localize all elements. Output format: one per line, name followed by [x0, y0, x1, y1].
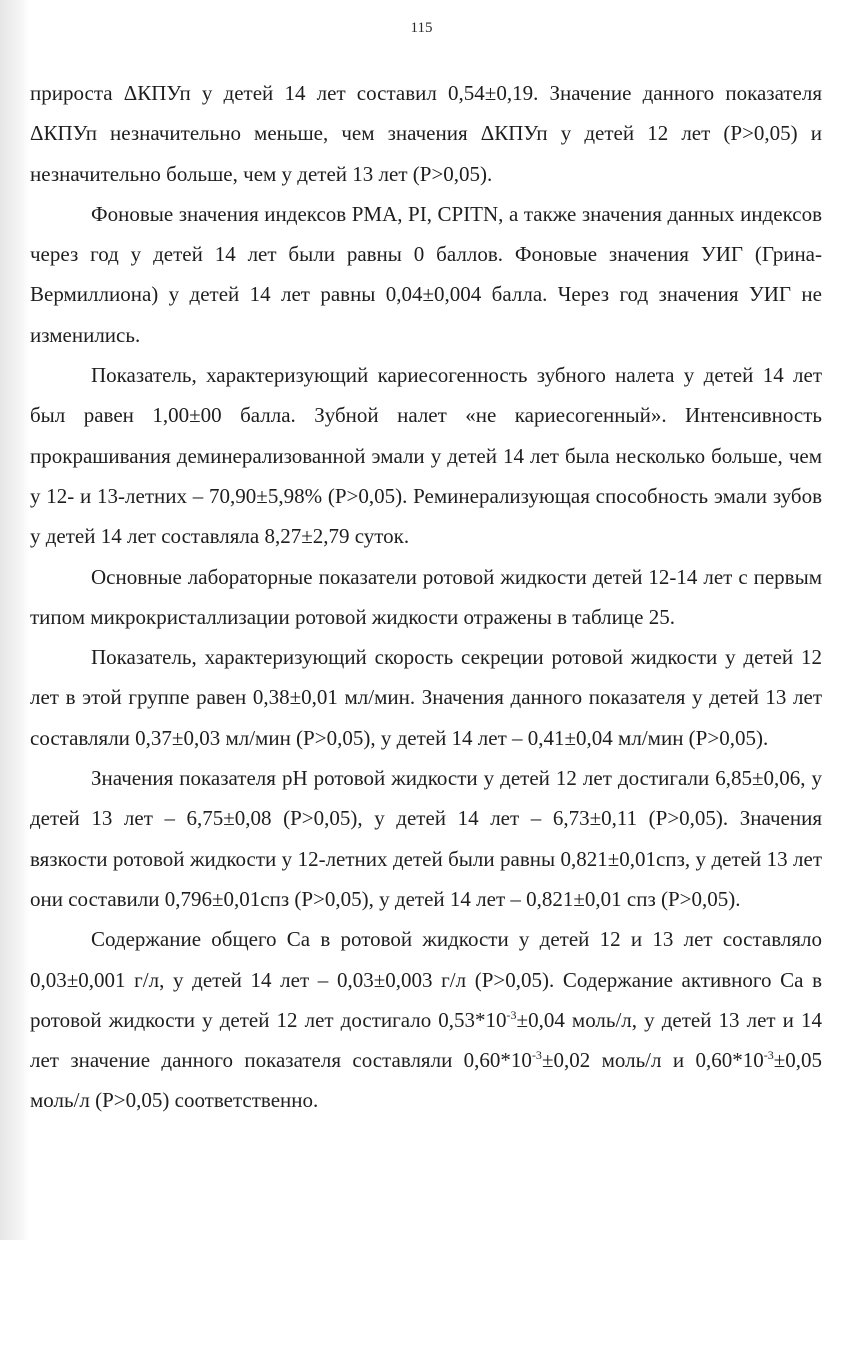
paragraph-5-text: Показатель, характеризующий скорость секреции ротовой жидкости у детей 12 лет в этой группе равен 0,38±0,01 мл/мин. Значения данного показателя у детей 13 лет составляли 0,37±0,03 мл/мин (Р>0,05), у детей 14 лет – 0,41±0,04 мл/мин (Р>0,05). [30, 645, 822, 750]
paragraph-7-text-d: ±0,05 моль/л (Р>0,05) соответственно. [30, 1048, 822, 1113]
page-number: 115 [410, 20, 433, 36]
paragraph-2 [30, 194, 822, 355]
paragraph-2-text: Фоновые значения индексов РМА, PI, CPITN, а также значения данных индексов через год у детей 14 лет были равны 0 баллов. Фоновые значения УИГ (Грина-Вермиллиона) у детей 14 лет равны 0,04±0,004 балла. Через год значения УИГ не изменились. [30, 201, 822, 347]
body-text [30, 73, 822, 1121]
exponent-superscript: -3 [506, 1007, 517, 1022]
paragraph-7 [30, 919, 822, 1120]
paragraph-3 [30, 355, 822, 556]
paragraph-4-text: Основные лабораторные показатели ротовой жидкости детей 12-14 лет с первым типом микрокристаллизации ротовой жидкости отражены в таблице 25. [30, 564, 822, 629]
paragraph-3-text: Показатель, характеризующий кариесогенность зубного налета у детей 14 лет был равен 1,00±00 балла. Зубной налет «не кариесогенный». Интенсивность прокрашивания деминерализованной эмали у детей 14 лет была несколько больше, чем у 12- и 13-летних – 70,90±5,98% (Р>0,05). Реминерализующая способность эмали зубов у детей 14 лет составляла 8,27±2,79 суток. [30, 363, 822, 549]
exponent-superscript: -3 [763, 1048, 774, 1063]
paragraph-7-text-c: ±0,02 моль/л и 0,60*10 [541, 1048, 764, 1073]
paragraph-7-text-b: ±0,04 моль/л, у детей 13 лет и 14 лет значение данного показателя составляли 0,60*10 [30, 1007, 822, 1073]
paragraph-6-text: Значения показателя pH ротовой жидкости у детей 12 лет достигали 6,85±0,06, у детей 13 лет – 6,75±0,08 (Р>0,05), у детей 14 лет – 6,73±0,11 (Р>0,05). Значения вязкости ротовой жидкости у 12-летних детей были равны 0,821±0,01спз, у детей 13 лет они составили 0,796±0,01спз (Р>0,05), у детей 14 лет – 0,821±0,01 спз (Р>0,05). [30, 766, 822, 911]
paragraph-1-text: прироста ΔКПУп у детей 14 лет составил 0,54±0,19. Значение данного показателя ΔКПУп незначительно меньше, чем значения ΔКПУп у детей 12 лет (Р>0,05) и незначительно больше, чем у детей 13 лет (Р>0,05). [30, 81, 822, 186]
exponent-superscript: -3 [531, 1048, 542, 1063]
paragraph-6 [30, 758, 822, 919]
paragraph-4 [30, 557, 822, 638]
scan-shadow-edge [0, 0, 30, 1240]
paragraph-5 [30, 637, 822, 758]
paragraph-1 [30, 73, 822, 194]
paragraph-7-text-a: Содержание общего Са в ротовой жидкости у детей 12 и 13 лет составляло 0,03±0,001 г/л, у детей 14 лет – 0,03±0,003 г/л (Р>0,05). Содержание активного Са в ротовой жидкости у детей 12 лет достигало 0,53*10 [30, 927, 822, 1032]
